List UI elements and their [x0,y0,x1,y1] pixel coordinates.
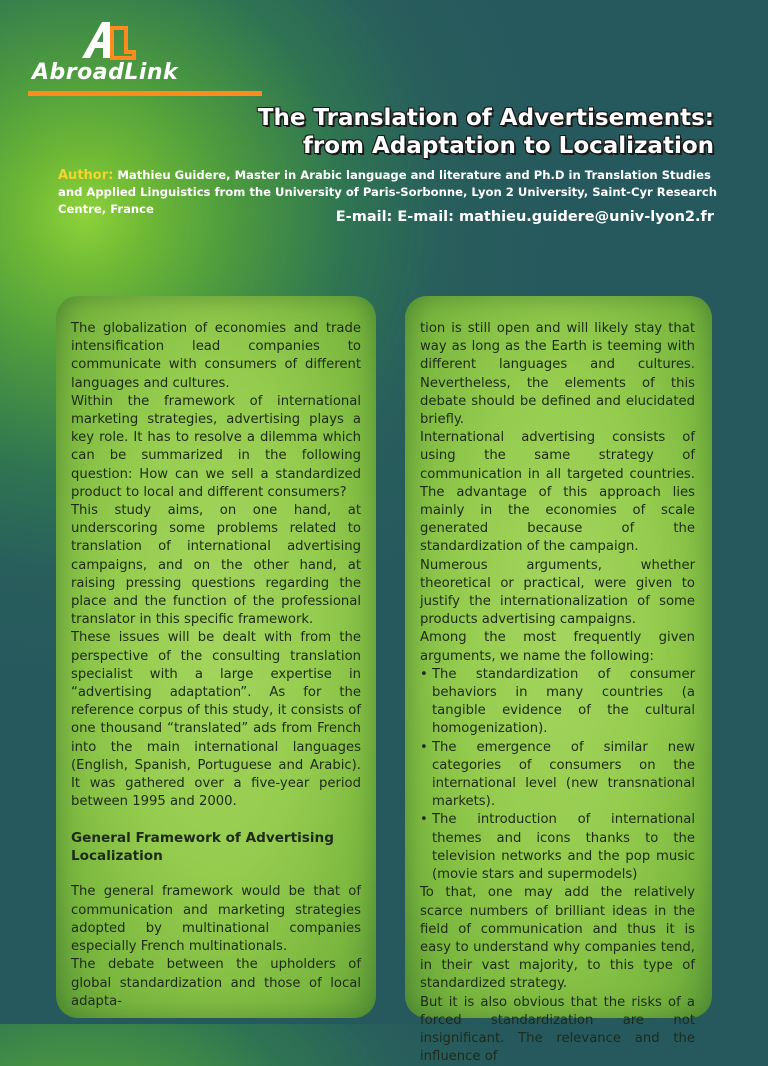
paragraph: Within the framework of international marketing strategies, advertising plays a key role. It has to resolve a dilemma which can be summarized in the following question: How can we sell a standardized product to local and different consumers? [71,393,361,500]
paragraph: The general framework would be that of communication and marketing strategies adopted by multinational companies especially French multinationals. [71,884,361,955]
logo-wordmark: AbroadLink [32,60,179,85]
paragraph: Among the most frequently given arguments, we name the following: [420,630,695,664]
abroadlink-logo [28,18,268,100]
paragraph: But it is also obvious that the risks of a forced standardization are not insignificant. The relevance and the influence of [420,994,695,1065]
list-item: • The introduction of international themes and icons thanks to the television networks and the pop music (movie stars and supermodels) [420,811,695,884]
left-column-text [71,320,361,1011]
paragraph: To that, one may add the relatively scarce numbers of brilliant ideas in the field of communication and thus it is easy to understand why companies tend, in their vast majority, to this type of standardized strategy. [420,885,695,992]
author-label: Author: [58,168,114,183]
logo-orange-rule [28,91,262,96]
right-column-text [420,320,695,1066]
article-title [194,104,714,160]
paragraph: Numerous arguments, whether theoretical or practical, were given to justify the internationalization of some products advertising campaigns. [420,557,695,628]
list-item: • The emergence of similar new categories of consumers on the international level (new transnational markets). [420,739,695,812]
al-monogram-icon [76,18,136,64]
paragraph: International advertising consists of using the same strategy of communication in all targeted countries. The advantage of this approach lies mainly in the economies of scale generated because of the standardization of the campaign. [420,430,695,555]
paragraph: This study aims, on one hand, at underscoring some problems related to translation of international advertising campaigns, and on the other hand, at raising pressing questions regarding the place and the function of the professional translator in this specific framework. [71,503,361,628]
title-line-2: from Adaptation to Localization [302,133,714,159]
title-line-1: The Translation of Advertisements: [257,105,714,131]
paragraph: These issues will be dealt with from the perspective of the consulting translation specialist with a large expertise in “advertising adaptation”. As for the reference corpus of this study, it consists of one thousand “translated” ads from French into the main international languages (English, Spanish, Portuguese and Arabic). It was gathered over a five-year period between 1995 and 2000. [71,630,361,810]
author-text: Mathieu Guidere, Master in Arabic language and literature and Ph.D in Translation Studies and Applied Linguistics from the University of Paris-Sorbonne, Lyon 2 University, Saint-Cyr Research Centre, France [58,168,718,216]
paragraph: The debate between the upholders of global standardization and those of local adapta- [71,957,361,1009]
argument-list [420,666,695,884]
list-item: • The standardization of consumer behaviors in many countries (a tangible evidence of the cultural homogenization). [420,666,695,739]
author-email: E-mail: E-mail: mathieu.guidere@univ-lyon2.fr [335,209,714,225]
paragraph: The globalization of economies and trade intensification lead companies to communicate with consumers of different languages and cultures. [71,321,361,391]
section-heading: General Framework of Advertising Localization [71,830,334,865]
paragraph: tion is still open and will likely stay that way as long as the Earth is teeming with different languages and cultures. Nevertheless, the elements of this debate should be defined and elucidated briefly. [420,321,695,428]
